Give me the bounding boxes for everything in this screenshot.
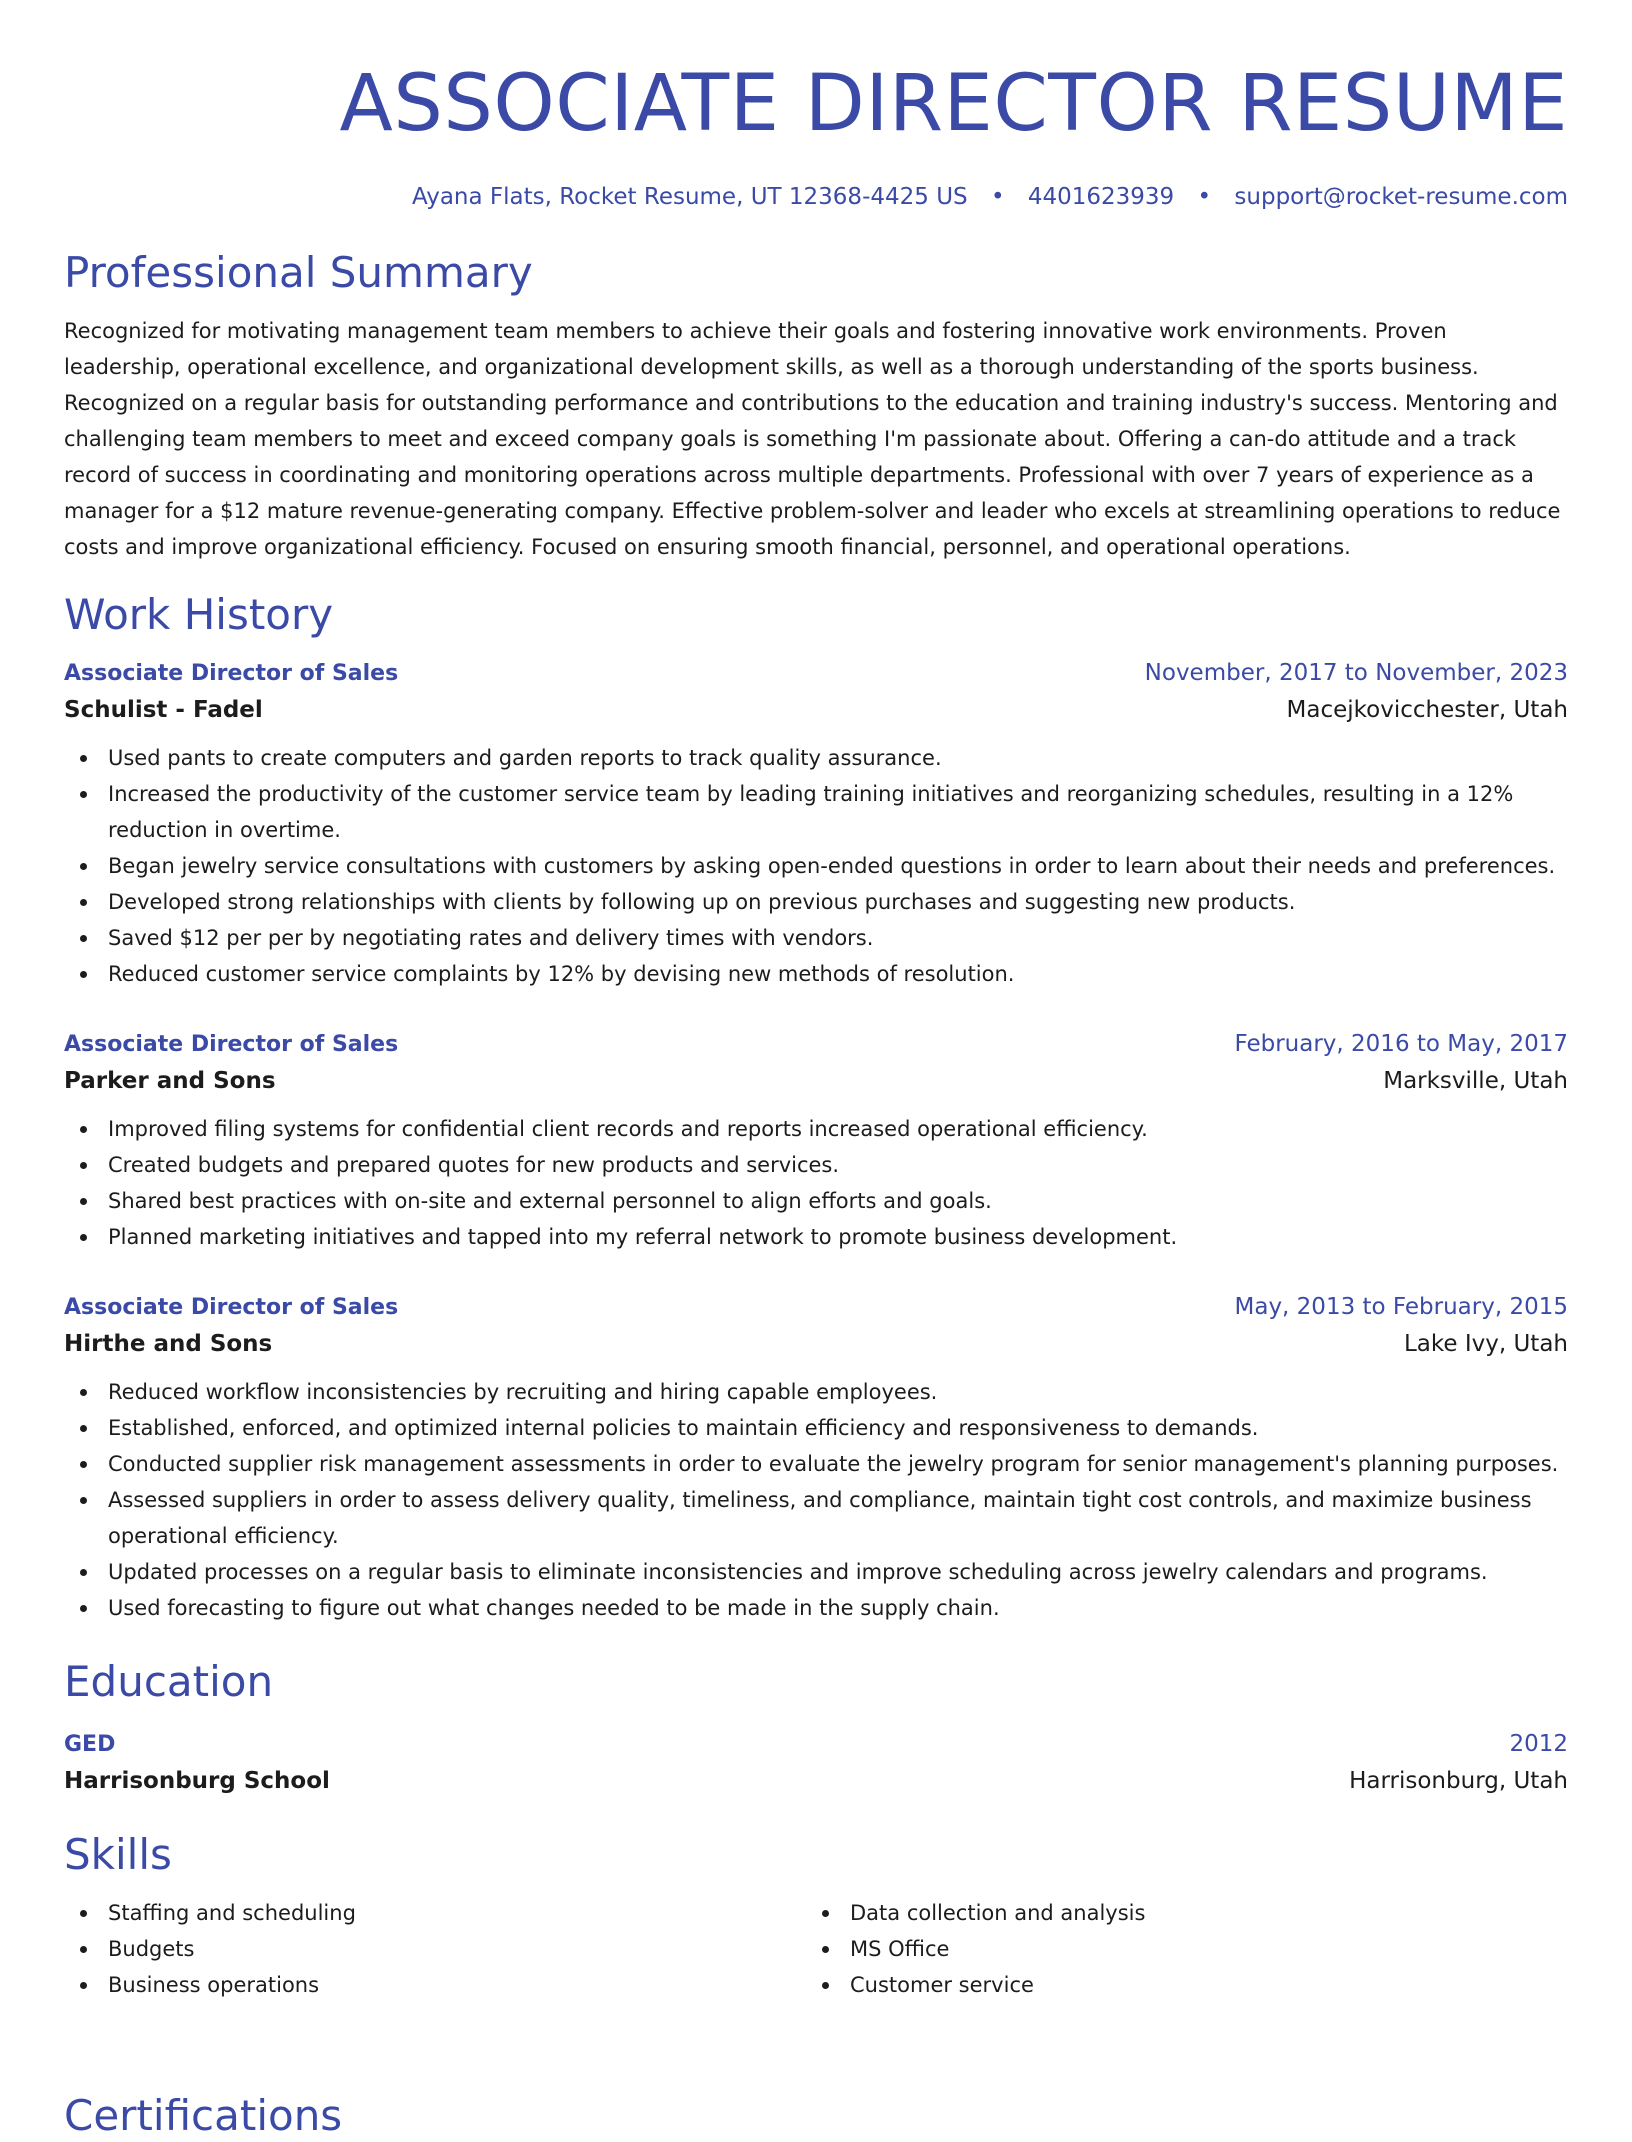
job-bullets [64, 1374, 1568, 1626]
education-header-row [64, 1728, 1568, 1761]
job-bullet: Saved $12 per per by negotiating rates and delivery times with vendors. [64, 920, 1568, 956]
education-entry [64, 1728, 1568, 1801]
skill-item: Customer service [806, 1967, 1548, 2003]
summary-heading: Professional Summary [64, 248, 533, 297]
job-role: Associate Director of Sales [64, 1032, 399, 1057]
work-history-heading: Work History [64, 590, 334, 639]
job-bullet: Began jewelry service consultations with customers by asking open-ended questions in order to learn about their needs and preferences. [64, 848, 1568, 884]
job-dates: November, 2017 to November, 2023 [1144, 660, 1568, 686]
job-role: Associate Director of Sales [64, 1295, 399, 1320]
resume-page [64, 0, 1568, 2140]
contact-email: support@rocket-resume.com [1234, 184, 1568, 210]
job-header-row [64, 1291, 1568, 1324]
job-bullets [64, 740, 1568, 992]
contact-phone: 4401623939 [1027, 184, 1175, 210]
job-header-row [64, 1028, 1568, 1061]
skill-item: Staffing and scheduling [64, 1895, 806, 1931]
education-heading: Education [64, 1657, 274, 1706]
contact-address: Ayana Flats, Rocket Resume, UT 12368-4425 US [412, 184, 968, 210]
job-company-row [64, 1324, 1568, 1364]
job-bullet: Shared best practices with on-site and external personnel to align efforts and goals. [64, 1183, 1568, 1219]
job-bullet: Updated processes on a regular basis to eliminate inconsistencies and improve scheduling across jewelry calendars and programs. [64, 1554, 1568, 1590]
job-company: Parker and Sons [64, 1068, 276, 1094]
job-location: Marksville, Utah [1383, 1068, 1568, 1094]
skills-grid [64, 1895, 1568, 2003]
job-bullet: Established, enforced, and optimized internal policies to maintain efficiency and responsiveness to demands. [64, 1410, 1568, 1446]
job-role: Associate Director of Sales [64, 661, 399, 686]
job-bullet: Assessed suppliers in order to assess delivery quality, timeliness, and compliance, maintain tight cost controls, and maximize business operational efficiency. [64, 1482, 1568, 1554]
job-bullet: Increased the productivity of the customer service team by leading training initiatives and reorganizing schedules, resulting in a 12% reduction in overtime. [64, 776, 1568, 848]
job-dates: May, 2013 to February, 2015 [1234, 1294, 1568, 1320]
summary-text: Recognized for motivating management team members to achieve their goals and fostering innovative work environments. Proven leadership, operational excellence, and organizational development skills, as well as a thorough understanding of the sports business. Recognized on a regular basis for outstanding performance and contributions to the education and training industry's success. Mentoring and challenging team members to meet and exceed company goals is something I'm passionate about. Offering a can-do attitude and a track record of success in coordinating and monitoring operations across multiple departments. Professional with over 7 years of experience as a manager for a $12 mature revenue-generating company. Effective problem-solver and leader who excels at streamlining operations to reduce costs and improve organizational efficiency. Focused on ensuring smooth financial, personnel, and operational operations. [64, 319, 1561, 559]
education-school-row [64, 1761, 1568, 1801]
skill-item: MS Office [806, 1931, 1548, 1967]
job-bullet: Used pants to create computers and garden reports to track quality assurance. [64, 740, 1568, 776]
job-bullet: Used forecasting to figure out what changes needed to be made in the supply chain. [64, 1590, 1568, 1626]
skills-column-left [64, 1895, 806, 2003]
job-company: Hirthe and Sons [64, 1331, 273, 1357]
education-year: 2012 [1509, 1731, 1568, 1757]
job-entry [64, 1028, 1568, 1255]
job-location: Macejkovicchester, Utah [1286, 697, 1568, 723]
next-section-heading: Certifications [64, 2091, 343, 2140]
skills-heading: Skills [64, 1830, 172, 1879]
job-bullet: Improved filing systems for confidential client records and reports increased operational efficiency. [64, 1111, 1568, 1147]
job-bullets [64, 1111, 1568, 1255]
job-dates: February, 2016 to May, 2017 [1234, 1031, 1568, 1057]
job-bullet: Created budgets and prepared quotes for new products and services. [64, 1147, 1568, 1183]
job-entry [64, 1291, 1568, 1626]
contact-separator: • [1197, 184, 1212, 210]
job-header-row [64, 657, 1568, 690]
contact-separator: • [990, 184, 1005, 210]
job-bullet: Planned marketing initiatives and tapped into my referral network to promote business development. [64, 1219, 1568, 1255]
education-location: Harrisonburg, Utah [1349, 1768, 1568, 1794]
job-bullet: Developed strong relationships with clients by following up on previous purchases and suggesting new products. [64, 884, 1568, 920]
resume-title: ASSOCIATE DIRECTOR RESUME [339, 59, 1568, 149]
education-school: Harrisonburg School [64, 1768, 330, 1794]
job-location: Lake Ivy, Utah [1403, 1331, 1568, 1357]
job-company-row [64, 1061, 1568, 1101]
job-bullet: Conducted supplier risk management assessments in order to evaluate the jewelry program for senior management's planning purposes. [64, 1446, 1568, 1482]
education-degree: GED [64, 1732, 116, 1757]
job-company-row [64, 690, 1568, 730]
job-bullet: Reduced customer service complaints by 12% by devising new methods of resolution. [64, 956, 1568, 992]
contact-line [64, 182, 1568, 212]
job-company: Schulist - Fadel [64, 697, 263, 723]
skill-item: Business operations [64, 1967, 806, 2003]
skills-column-right [806, 1895, 1548, 2003]
job-bullet: Reduced workflow inconsistencies by recruiting and hiring capable employees. [64, 1374, 1568, 1410]
skill-item: Budgets [64, 1931, 806, 1967]
job-entry [64, 657, 1568, 992]
skill-item: Data collection and analysis [806, 1895, 1548, 1931]
